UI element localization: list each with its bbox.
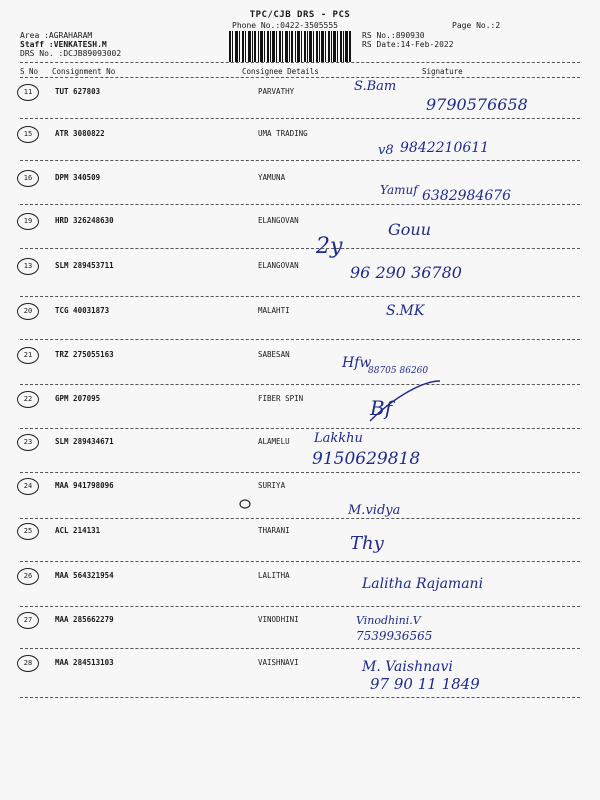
- signature-phone: 9150629818: [312, 449, 421, 469]
- consignee-name: MALAHTI: [258, 306, 290, 315]
- signature-phone: 7539936565: [356, 629, 433, 643]
- page-number: Page No.:2: [452, 21, 501, 30]
- consignee-name: UMA TRADING: [258, 129, 308, 138]
- consignee-name: VAISHNAVI: [258, 658, 299, 667]
- consignment-number: TCG 40031873: [55, 306, 110, 315]
- signature-phone: 96 290 36780: [350, 263, 462, 282]
- signature-name: S.Bam: [354, 79, 397, 94]
- row-serial: 23: [23, 438, 33, 446]
- consignment-number: SLM 289434671: [55, 437, 114, 446]
- consignee-name: ELANGOVAN: [258, 216, 299, 225]
- consignment-number: MAA 564321954: [55, 571, 114, 580]
- signature-name: Lalitha Rajamani: [362, 576, 484, 592]
- column-header-sno: S No: [20, 67, 39, 76]
- consignee-name: THARANI: [258, 526, 290, 535]
- consignee-name: VINODHINI: [258, 615, 299, 624]
- consignee-name: SURIYA: [258, 481, 286, 490]
- phone-number: Phone No.:0422-3505555: [232, 21, 338, 30]
- signature-phone: 6382984676: [422, 188, 512, 204]
- row-serial: 21: [23, 351, 33, 359]
- consignment-number: ATR 3080822: [55, 129, 105, 138]
- row-serial: 22: [23, 395, 33, 403]
- consignee-name: FIBER SPIN: [258, 394, 304, 403]
- consignment-number: HRD 326248630: [55, 216, 114, 225]
- row-serial: 15: [23, 130, 33, 138]
- signature: [330, 645, 570, 697]
- signature-phone: 9790576658: [426, 95, 528, 114]
- sheet-title: TPC/CJB DRS - PCS: [249, 10, 351, 20]
- consignee-name: PARVATHY: [258, 87, 295, 96]
- signature-name: Thy: [350, 533, 384, 554]
- consignee-name: SABESAN: [258, 350, 290, 359]
- signature-name: 2y: [316, 234, 343, 259]
- consignment-number: GPM 207095: [55, 394, 101, 403]
- consignee-name: YAMUNA: [258, 173, 286, 182]
- row-serial: 27: [23, 616, 33, 624]
- signature-phone: 88705 86260: [368, 366, 429, 376]
- signature-name: Bf: [370, 396, 393, 420]
- row-serial: 13: [23, 262, 33, 270]
- signature-phone: 97 90 11 1849: [370, 675, 480, 693]
- signature-name: v8: [378, 143, 394, 158]
- consignment-number: SLM 289453711: [55, 261, 114, 270]
- consignee-name: ALAMELU: [258, 437, 290, 446]
- row-serial: 25: [23, 527, 33, 535]
- signature-name: Hfw: [342, 355, 372, 371]
- signature-name: Yamuf: [380, 183, 418, 197]
- column-header-signature: Signature: [422, 67, 463, 76]
- drs-number: DRS No. :DCJB89093002: [20, 49, 122, 58]
- consignment-number: DPM 340509: [55, 173, 101, 182]
- row-serial: 19: [23, 217, 33, 225]
- barcode-icon: [229, 31, 351, 62]
- signature-phone: Gouu: [388, 220, 432, 239]
- row-serial: 11: [23, 88, 33, 96]
- column-header-consignee: Consignee Details: [242, 67, 319, 76]
- consignment-number: ACL 214131: [55, 526, 101, 535]
- signature-name: Vinodhini.V: [356, 614, 421, 627]
- consignee-name: LALITHA: [258, 571, 290, 580]
- table-row: [0, 657, 600, 697]
- staff-field: Staff :VENKATESH.M: [20, 40, 107, 49]
- consignment-number: TRZ 275055163: [55, 350, 114, 359]
- consignment-number: TUT 627803: [55, 87, 101, 96]
- consignment-number: MAA 941798096: [55, 481, 114, 490]
- signature-name: Lakkhu: [314, 431, 363, 446]
- area-field: Area :AGRAHARAM: [20, 31, 93, 40]
- signature-name: M.vidya: [348, 503, 401, 518]
- scribble-mark: [238, 498, 252, 510]
- consignee-name: ELANGOVAN: [258, 261, 299, 270]
- row-serial: 26: [23, 572, 33, 580]
- signature-name: S.MK: [386, 303, 425, 319]
- row-serial: 16: [23, 174, 33, 182]
- consignment-number: MAA 284513103: [55, 658, 114, 667]
- row-serial: 20: [23, 307, 33, 315]
- row-serial: 24: [23, 482, 33, 490]
- header-divider: [20, 62, 580, 63]
- consignment-number: MAA 285662279: [55, 615, 114, 624]
- signature-name: M. Vaishnavi: [362, 659, 453, 675]
- rs-number: RS No.:890930: [362, 31, 425, 40]
- signature-phone: 9842210611: [400, 140, 490, 156]
- row-divider: [20, 697, 580, 698]
- column-header-consignment: Consignment No: [52, 67, 116, 76]
- row-serial: 28: [23, 659, 33, 667]
- rs-date: RS Date:14-Feb-2022: [362, 40, 454, 49]
